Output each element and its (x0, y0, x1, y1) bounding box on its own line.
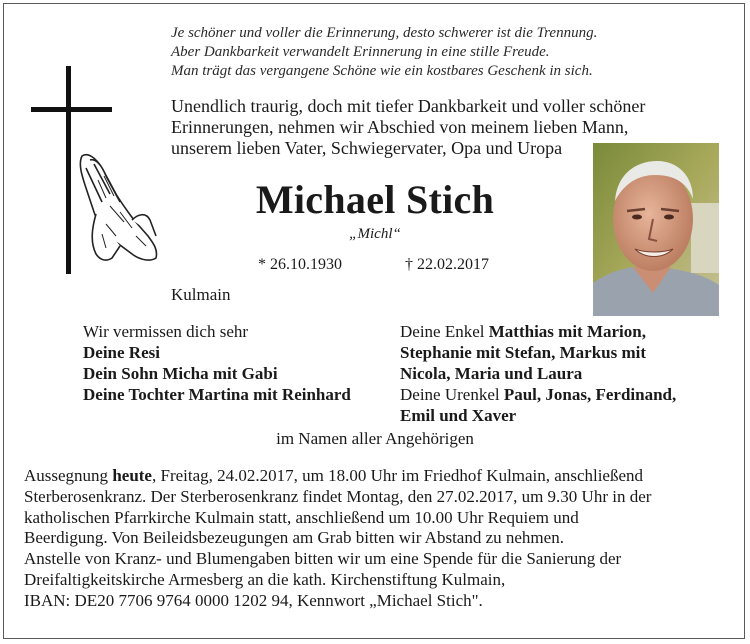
info-line: IBAN: DE20 7706 9764 0000 1202 94, Kennwort „Michael Stich". (24, 590, 483, 610)
quote-line: Man trägt das vergangene Schöne wie ein kostbares Geschenk in sich. (171, 63, 593, 79)
mourner-line: Deine Tochter Martina mit Reinhard (83, 385, 351, 404)
portrait-photo (593, 143, 719, 316)
death-date: † 22.02.2017 (405, 256, 489, 273)
info-line (24, 466, 734, 487)
great-grandchildren-line (400, 384, 730, 405)
info-text: , Freitag, 24.02.2017, um 18.00 Uhr im Friedhof Kulmain, anschließend (151, 466, 644, 485)
grandchildren-names: Stephanie mit Stefan, Markus mit (400, 343, 647, 362)
intro-line: Unendlich traurig, doch mit tiefer Dankbarkeit und voller schöner (171, 96, 646, 116)
grandchildren-names: Nicola, Maria und Laura (400, 364, 583, 383)
info-line: Anstelle von Kranz- und Blumengaben bitten wir um eine Spende für die Sanierung der (24, 549, 622, 569)
deceased-nickname: „Michl“ (349, 226, 401, 242)
mourners-right-column (400, 321, 730, 426)
info-line: Dreifaltigkeitskirche Armesberg an die kath. Kirchenstiftung Kulmain, (24, 569, 506, 589)
great-grandchildren-names: Paul, Jonas, Ferdinand, (503, 385, 677, 404)
quote-line: Je schöner und voller die Erinnerung, desto schwerer ist die Trennung. (171, 25, 598, 41)
service-info (24, 466, 734, 612)
grandchildren-prefix: Deine Enkel (400, 322, 489, 341)
deceased-name: Michael Stich (255, 177, 495, 222)
intro-line: Erinnerungen, nehmen wir Abschied von meinem lieben Mann, (171, 117, 629, 137)
quote-block (171, 24, 731, 81)
grandchildren-line (400, 321, 730, 342)
behalf-line: im Namen aller Angehörigen (276, 429, 474, 448)
great-grandchildren-prefix: Deine Urenkel (400, 385, 504, 404)
grandchildren-names: Matthias mit Marion, (488, 322, 646, 341)
birth-date: * 26.10.1930 (258, 256, 342, 273)
info-line: katholischen Pfarrkirche Kulmain statt, anschließend um 10.00 Uhr Requiem und (24, 507, 579, 527)
mourner-line: Deine Resi (83, 343, 160, 362)
cross-horizontal-beam (31, 107, 112, 112)
cross-vertical-beam (66, 66, 71, 274)
info-line: Beerdigung. Von Beileidsbezeugungen am Grab bitten wir Abstand zu nehmen. (24, 528, 564, 548)
praying-hands-icon (76, 150, 160, 264)
mourner-line: Dein Sohn Micha mit Gabi (83, 364, 278, 383)
info-text: Aussegnung (24, 466, 113, 485)
great-grandchildren-names: Emil und Xaver (400, 406, 517, 425)
residence-place: Kulmain (171, 285, 231, 304)
intro-line: unserem lieben Vater, Schwiegervater, Opa und Uropa (171, 138, 563, 158)
mourner-line: Wir vermissen dich sehr (83, 322, 249, 341)
quote-line: Aber Dankbarkeit verwandelt Erinnerung in eine stille Freude. (171, 44, 550, 60)
info-emphasis: heute (112, 466, 152, 485)
info-line: Sterberosenkranz. Der Sterberosenkranz findet Montag, den 27.02.2017, um 9.30 Uhr in der (24, 486, 652, 506)
mourners-left-column (83, 321, 393, 405)
